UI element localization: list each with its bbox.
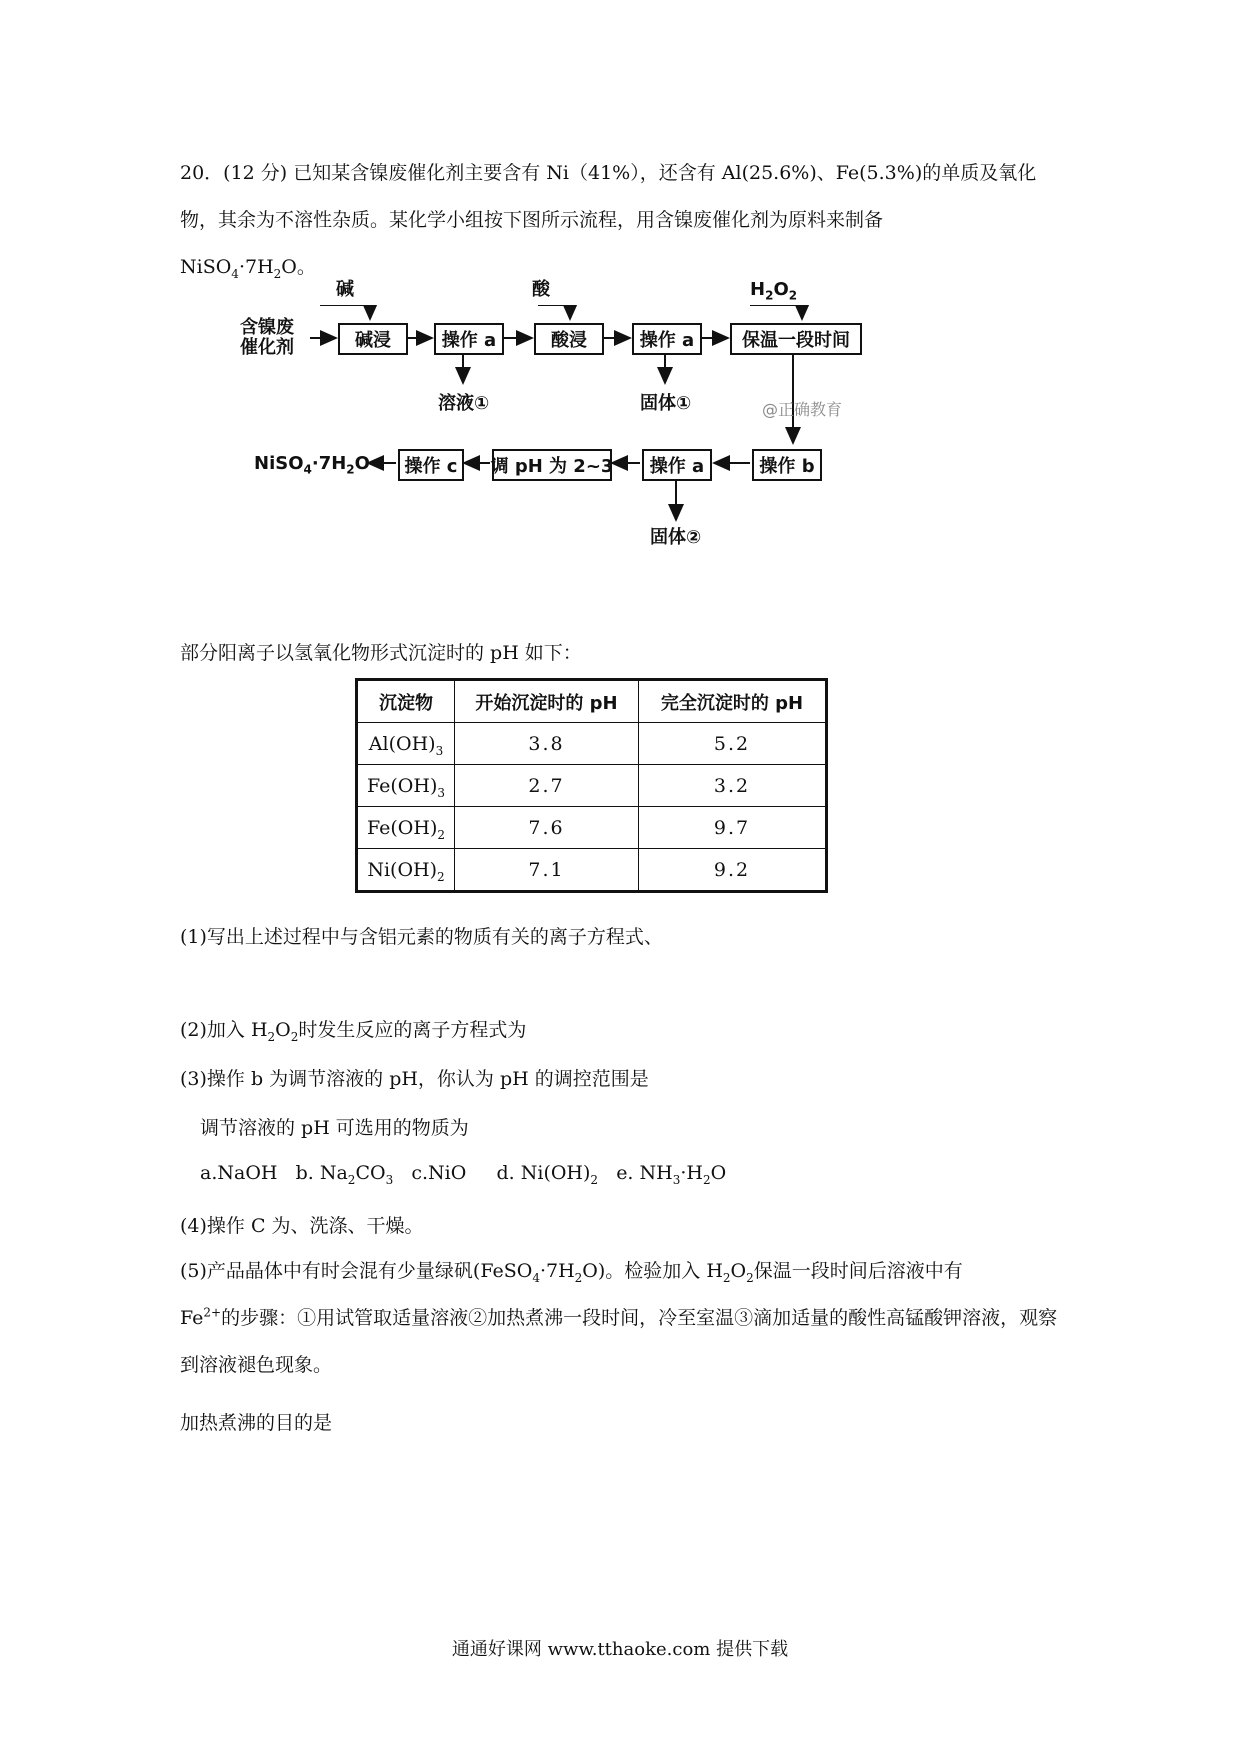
box-alkali-leach: 碱浸 [338, 323, 408, 355]
table-row [357, 849, 827, 892]
question-5-purpose: 加热煮沸的目的是 [180, 1412, 333, 1434]
output-solution-1: 溶液① [438, 393, 490, 414]
table-header-row [357, 680, 827, 723]
complete-ph: 9.2 [639, 849, 827, 892]
start-ph: 3.8 [455, 723, 639, 765]
option-b: b. $Na_2CO_3$ [295, 1162, 394, 1187]
footer-credit: 通通好课网 www.tthaoke.com 提供下载 [451, 1639, 789, 1660]
table-intro: 部分阳离子以氢氧化物形式沉淀时的 pH 如下： [180, 642, 582, 664]
question-2: (2)加入 $H_2O_2$时发生反应的离子方程式为 [180, 1019, 527, 1044]
question-3-options [200, 1162, 727, 1187]
complete-ph: 9.7 [639, 807, 827, 849]
start-ph: 2.7 [455, 765, 639, 807]
question-1: (1)写出上述过程中与含铝元素的物质有关的离子方程式、 [180, 926, 663, 948]
question-3: (3)操作 b 为调节溶液的 pH，你认为 pH 的调控范围是 [180, 1068, 649, 1090]
ph-table [355, 678, 828, 893]
complete-ph: 5.2 [639, 723, 827, 765]
table-row [357, 723, 827, 765]
option-e: e. $NH_3\cdot H_2O$ [616, 1162, 727, 1187]
header-start-ph: 开始沉淀时的 pH [455, 680, 639, 723]
reagent-acid: 酸 [532, 279, 550, 300]
question-intro: 20．(12 分) 已知某含镍废催化剂主要含有 Ni（41%），还含有 Al(25.6%)、Fe(5.3%)的单质及氧化物，其余为不溶性杂质。某化学小组按下图所示流程，用含镍废催化剂为原料来制备 $NiSO_4\cdot 7H_2O$。 [180, 162, 1037, 281]
formula-niso4: $NiSO_4\cdot 7H_2O$。 [180, 256, 316, 281]
question-3-reagent-prompt: 调节溶液的 pH 可选用的物质为 [200, 1117, 469, 1139]
reagent-base: 碱 [336, 279, 354, 300]
output-solid-2: 固体② [650, 527, 702, 548]
watermark: @正确教育 [762, 400, 843, 419]
start-ph: 7.1 [455, 849, 639, 892]
header-complete-ph: 完全沉淀时的 pH [639, 680, 827, 723]
box-acid-leach: 酸浸 [534, 323, 604, 355]
complete-ph: 3.2 [639, 765, 827, 807]
box-op-a-1: 操作 a [434, 323, 504, 355]
question-4: (4)操作 C 为、洗涤、干燥。 [180, 1215, 424, 1237]
process-flowchart [240, 279, 990, 625]
box-op-a-3: 操作 a [642, 449, 712, 481]
precipitate-name: $Fe(OH)_3$ [357, 765, 455, 807]
output-solid-1: 固体① [640, 393, 692, 414]
reagent-h2o2: $H_2O_2$ [750, 279, 798, 303]
start-ph: 7.6 [455, 807, 639, 849]
box-op-c: 操作 c [398, 449, 464, 481]
box-hold-temperature: 保温一段时间 [730, 323, 862, 355]
header-precipitate: 沉淀物 [357, 680, 455, 723]
precipitate-name: $Al(OH)_3$ [357, 723, 455, 765]
box-op-b: 操作 b [752, 449, 822, 481]
option-c: c.NiO [411, 1162, 467, 1184]
precipitate-name: $Fe(OH)_2$ [357, 807, 455, 849]
product-label: $NiSO_4\cdot 7H_2O$ [254, 453, 370, 477]
table-row [357, 765, 827, 807]
box-adjust-ph: 调 pH 为 2~3 [492, 449, 612, 481]
feed-label: 含镍废 催化剂 [240, 317, 294, 358]
option-a: a.NaOH [200, 1162, 278, 1184]
precipitate-name: $Ni(OH)_2$ [357, 849, 455, 892]
table-row [357, 807, 827, 849]
option-d: d. $Ni(OH)_2$ [496, 1162, 599, 1187]
question-5: (5)产品晶体中有时会混有少量绿矾$(FeSO_4\cdot 7H_2O)$。检验加入 $H_2O_2$保温一段时间后溶液中有 $Fe^{2+}$的步骤：①用试管取适量溶液②加热煮沸一段时间，冷至室温③滴加适量的酸性高锰酸钾溶液，观察到溶液褪色现象。 [180, 1260, 1058, 1376]
box-op-a-2: 操作 a [632, 323, 702, 355]
